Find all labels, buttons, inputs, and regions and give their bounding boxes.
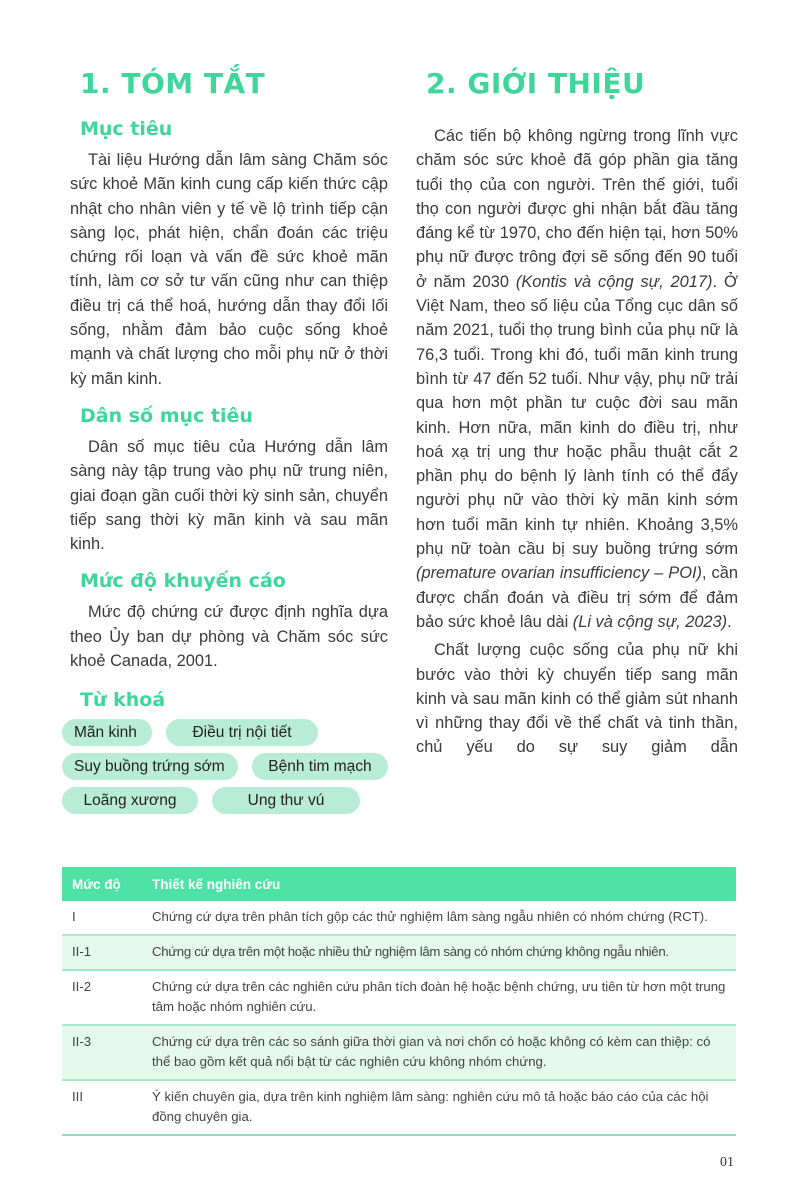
heading-recommendation-level: Mức độ khuyến cáo [80,570,286,593]
recommendation-level-text: Mức độ chứng cứ được định nghĩa dựa theo Ủy ban dự phòng và Chăm sóc sức khoẻ Canada, 2001. [70,603,388,671]
description-cell: Chứng cứ dựa trên phân tích gộp các thử nghiệm lâm sàng ngẫu nhiên có nhóm chứng (RCT). [142,901,736,935]
keyword-list [62,719,392,814]
level-cell: III [62,1080,142,1135]
citation: (Li và cộng sự, 2023) [572,612,728,631]
intro-text: . [727,612,732,631]
evidence-level-table [62,867,736,1136]
section-title-introduction: 2. GIỚI THIỆU [426,67,646,100]
heading-keywords: Từ khoá [80,689,166,712]
intro-text: Các tiến bộ không ngừng trong lĩnh vực chăm sóc sức khoẻ đã góp phần gia tăng tuổi thọ của con người. Trên thế giới, tuổi thọ con người được ghi nhận bắt đầu tăng đáng kể từ 1970, cho đến hiện tại, hơn 50% phụ nữ được trông đợi sẽ sống đến 90 tuổi ở năm 2030 [416,127,738,291]
keyword-tag: Loãng xương [62,787,198,814]
keyword-tag: Suy buồng trứng sớm [62,753,238,780]
introduction-column [416,60,738,764]
intro-text: , cần được chẩn đoán và điều trị sớm để đảm bảo sức khoẻ lâu dài [416,564,738,631]
keyword-tag: Mãn kinh [62,719,152,746]
target-population-text: Dân số mục tiêu của Hướng dẫn lâm sàng này tập trung vào phụ nữ trung niên, giai đoạn gần cuối thời kỳ sinh sản, chuyển tiếp sang thời kỳ mãn kinh và sau mãn kinh. [70,437,388,554]
table-row [62,970,736,1025]
summary-column [70,60,388,814]
page-number: 01 [720,1155,734,1170]
section-title-summary: 1. TÓM TẮT [80,67,266,100]
intro-text: . Ở Việt Nam, theo số liệu của Tổng cục dân số năm 2021, tuổi thọ trung bình của phụ nữ là 76,3 tuổi. Trong khi đó, tuổi mãn kinh trung bình từ 47 đến 52 tuổi. Như vậy, phụ nữ trải qua hơn một phần tư cuộc đời sau mãn kinh. Hơn nữa, mãn kinh do điều trị, như hoá xạ trị ung thư hoặc phẫu thuật cắt 2 phần phụ do bệnh lý lành tính có thể đẩy người phụ nữ vào thời kỳ mãn kinh sớm hơn tuổi mãn kinh tự nhiên. Khoảng 3,5% phụ nữ toàn cầu bị suy buồng trứng sớm [416,272,738,559]
level-cell: II-2 [62,970,142,1025]
table-header-row [62,867,736,901]
keyword-tag: Bệnh tim mạch [252,753,388,780]
description-cell: Chứng cứ dựa trên một hoặc nhiều thử nghiệm lâm sàng có nhóm chứng không ngẫu nhiên. [142,935,736,970]
description-cell: Chứng cứ dựa trên các nghiên cứu phân tích đoàn hệ hoặc bệnh chứng, ưu tiên từ hơn một trung tâm hoặc nhóm nghiên cứu. [142,970,736,1025]
citation: (Kontis và cộng sự, 2017) [515,272,713,291]
table-row [62,1025,736,1080]
level-cell: II-3 [62,1025,142,1080]
level-cell: I [62,901,142,935]
description-cell: Chứng cứ dựa trên các so sánh giữa thời gian và nơi chốn có hoặc không có kèm can thiệp: có thể bao gồm kết quả nổi bật từ các nghiên cứu không nhóm chứng. [142,1025,736,1080]
heading-objective: Mục tiêu [80,118,173,140]
citation: (premature ovarian insufficiency – POI) [416,564,702,583]
column-header-design: Thiết kế nghiên cứu [142,867,736,901]
intro-paragraph-2: Chất lượng cuộc sống của phụ nữ khi bước vào thời kỳ chuyển tiếp sang mãn kinh và sau mãn kinh có thể giảm sút nhanh vì những thay đổi về thể chất và tinh thần, chủ yếu do sự suy giảm dẫn [416,641,738,757]
objective-text: Tài liệu Hướng dẫn lâm sàng Chăm sóc sức khoẻ Mãn kinh cung cấp kiến thức cập nhật cho nhân viên y tế về lộ trình tiếp cận sàng lọc, phát hiện, chẩn đoán các triệu chứng rối loạn và vấn đề sức khoẻ mãn tính, làm cơ sở tư vấn cũng như can thiệp điều trị cá thể hoá, hướng dẫn thay đổi lối sống, nhằm đảm bảo cuộc sống khoẻ mạnh và chất lượng cho mỗi phụ nữ ở thời kỳ mãn kinh. [70,151,388,388]
table-row [62,935,736,970]
intro-paragraph-1 [416,124,738,634]
table-row [62,1080,736,1135]
description-cell: Ý kiến chuyên gia, dựa trên kinh nghiệm lâm sàng: nghiên cứu mô tả hoặc báo cáo của các hội đồng chuyên gia. [142,1080,736,1135]
level-cell: II-1 [62,935,142,970]
keyword-tag: Ung thư vú [212,787,360,814]
column-header-level: Mức độ [62,867,142,901]
keyword-tag: Điều trị nội tiết [166,719,318,746]
table-row [62,901,736,935]
heading-target-population: Dân số mục tiêu [80,404,253,427]
